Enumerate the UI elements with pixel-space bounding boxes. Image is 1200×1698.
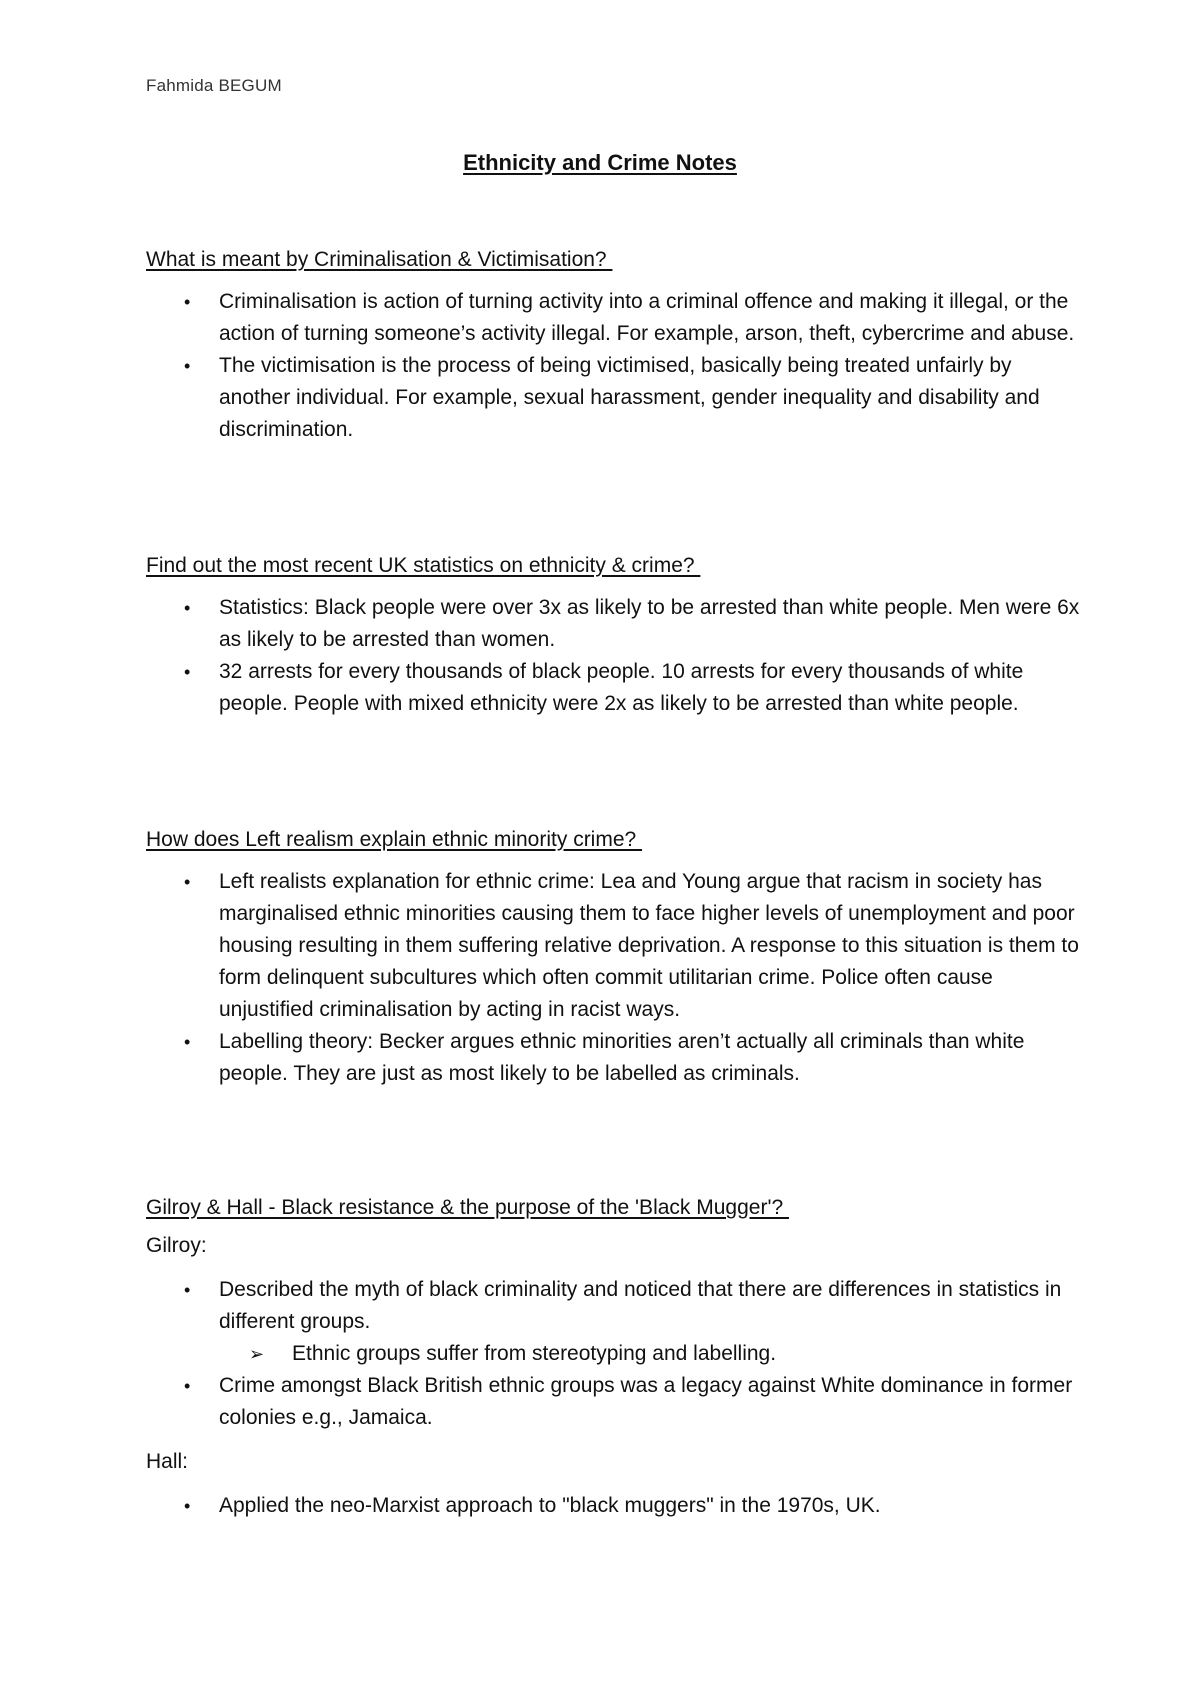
bullet-icon: • <box>184 1032 191 1052</box>
bullet-icon: • <box>184 662 191 682</box>
list-item-text: Left realists explanation for ethnic crime: Lea and Young argue that racism in society has marginalised ethnic minorities causing them to face higher levels of unemployment and poor housing resulting in them suffering relative deprivation. A response to this situation is them to form delinquent subcultures which often commit utilitarian crime. Police often cause unjustified criminalisation by acting in racist ways. <box>219 870 1079 1021</box>
bullet-list <box>146 866 1086 1090</box>
list-item <box>146 1370 1086 1434</box>
bullet-list <box>146 1490 1086 1522</box>
list-item-text: Applied the neo-Marxist approach to "black muggers" in the 1970s, UK. <box>219 1494 881 1517</box>
bullet-list <box>146 592 1086 720</box>
list-item <box>146 592 1086 656</box>
section-left-realism <box>146 828 1086 1090</box>
bullet-icon: • <box>184 1376 191 1396</box>
bullet-list <box>146 1370 1086 1434</box>
list-item <box>146 1026 1086 1090</box>
section-heading: How does Left realism explain ethnic minority crime? <box>146 828 643 851</box>
section-heading: What is meant by Criminalisation & Victimisation? <box>146 248 613 271</box>
bullet-list <box>146 1274 1086 1338</box>
list-item <box>146 1274 1086 1338</box>
bullet-icon: • <box>184 292 191 312</box>
bullet-icon: • <box>184 1496 191 1516</box>
section-gilroy-hall <box>146 1196 1086 1522</box>
sub-list-item <box>146 1338 1086 1370</box>
list-item-text: 32 arrests for every thousands of black people. 10 arrests for every thousands of white people. People with mixed ethnicity were 2x as likely to be arrested than white people. <box>219 660 1024 715</box>
list-item-text: Crime amongst Black British ethnic groups was a legacy against White dominance in former colonies e.g., Jamaica. <box>219 1374 1073 1429</box>
list-item <box>146 656 1086 720</box>
list-item <box>146 350 1086 446</box>
list-item <box>146 286 1086 350</box>
list-item-text: Labelling theory: Becker argues ethnic minorities aren’t actually all criminals than white people. They are just as most likely to be labelled as criminals. <box>219 1030 1025 1085</box>
bullet-icon: • <box>184 1280 191 1300</box>
author-header: Fahmida BEGUM <box>146 76 282 95</box>
list-item <box>146 1490 1086 1522</box>
section-heading: Find out the most recent UK statistics on ethnicity & crime? <box>146 554 701 577</box>
bullet-list <box>146 286 1086 446</box>
hall-label: Hall: <box>146 1450 189 1473</box>
list-item-text: Statistics: Black people were over 3x as likely to be arrested than white people. Men were 6x as likely to be arrested than women. <box>219 596 1080 651</box>
list-item <box>146 866 1086 1026</box>
section-heading: Gilroy & Hall - Black resistance & the purpose of the 'Black Mugger'? <box>146 1196 789 1219</box>
sub-list-item-text: Ethnic groups suffer from stereotyping and labelling. <box>292 1342 777 1365</box>
list-item-text: The victimisation is the process of being victimised, basically being treated unfairly by another individual. For example, sexual harassment, gender inequality and disability and discrimination. <box>219 354 1040 441</box>
section-criminalisation <box>146 248 1086 446</box>
page-title: Ethnicity and Crime Notes <box>463 150 737 175</box>
bullet-icon: • <box>184 872 191 892</box>
list-item-text: Criminalisation is action of turning activity into a criminal offence and making it illegal, or the action of turning someone’s activity illegal. For example, arson, theft, cybercrime and abuse. <box>219 290 1075 345</box>
bullet-icon: • <box>184 598 191 618</box>
arrow-bullet-icon: ➢ <box>249 1344 265 1364</box>
gilroy-label: Gilroy: <box>146 1234 207 1257</box>
section-statistics <box>146 554 1086 720</box>
list-item-text: Described the myth of black criminality and noticed that there are differences in statistics in different groups. <box>219 1278 1062 1333</box>
bullet-icon: • <box>184 356 191 376</box>
